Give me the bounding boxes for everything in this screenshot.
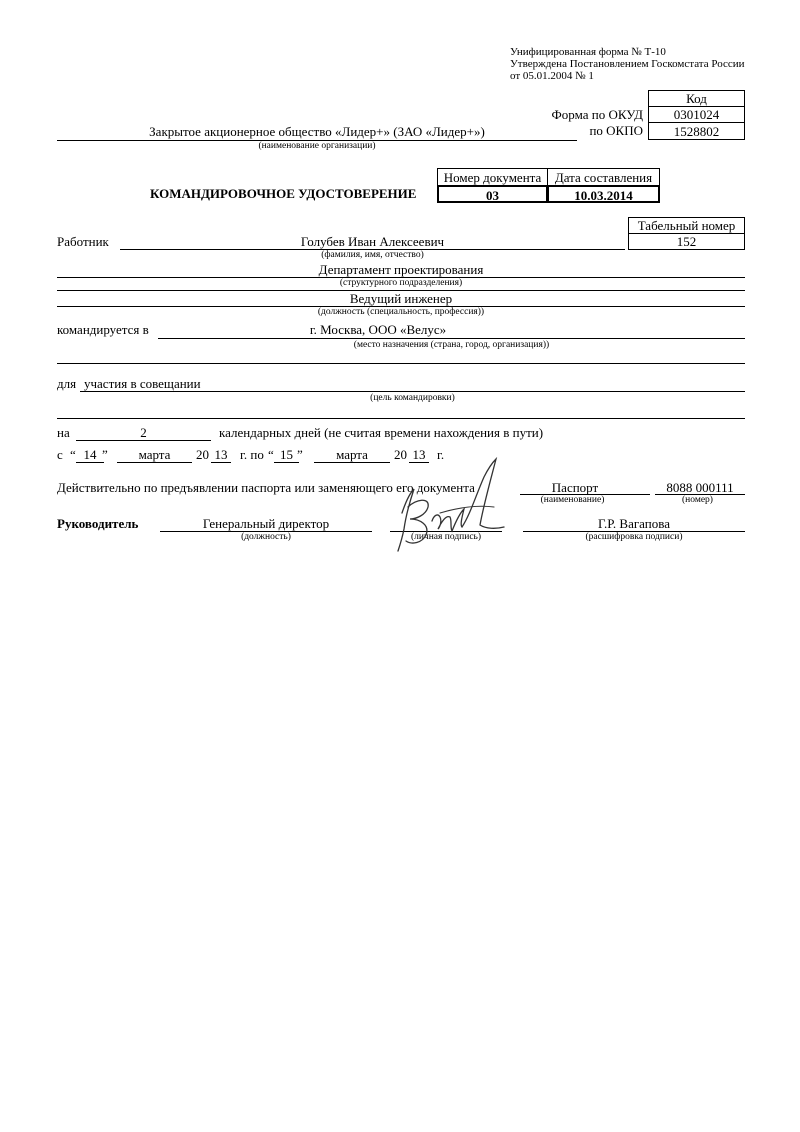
doc-date-value: 10.03.2014: [574, 188, 633, 203]
code-header: Код: [686, 91, 707, 106]
id-doc-name-caption: (наименование): [540, 495, 605, 505]
okud-cell: [648, 106, 745, 123]
tab-number-header-cell: [628, 217, 745, 234]
period-to-year-prefix: 20: [394, 447, 407, 462]
duration-days: 2: [140, 425, 147, 440]
period-to-quote-close: ”: [297, 447, 303, 462]
period-to-quote-open: “: [268, 447, 274, 462]
period-from-year-prefix: 20: [196, 447, 209, 462]
handwritten-signature: [380, 455, 520, 560]
organization-name: Закрытое акционерное общество «Лидер+» (ЗАО «Лидер+»): [149, 124, 485, 139]
form-header-line2: Утверждена Постановлением Госкомстата России: [510, 58, 745, 70]
period-from-month-line: [117, 462, 192, 463]
doc-date-header-cell: [547, 168, 660, 186]
document-title: КОМАНДИРОВОЧНОЕ УДОСТОВЕРЕНИЕ: [150, 186, 417, 201]
period-from-day: 14: [83, 447, 97, 462]
purpose-label: для: [57, 376, 77, 391]
destination-line: [158, 338, 745, 339]
okud-value: 0301024: [673, 107, 720, 122]
form-header: [510, 46, 745, 82]
head-position-caption: (должность): [241, 532, 291, 542]
employee-name-caption: (фамилия, имя, отчество): [321, 250, 424, 260]
period-to-day: 15: [280, 447, 293, 462]
purpose-value: участия в совещании: [84, 376, 201, 391]
id-doc-name: Паспорт: [551, 480, 599, 495]
destination-label: командируется в: [57, 322, 149, 337]
duration-text: календарных дней (не считая времени нахождения в пути): [219, 425, 544, 440]
doc-number-value: 03: [486, 188, 499, 203]
destination-caption: (место назначения (страна, город, организация)): [353, 340, 550, 350]
period-to-g: г.: [437, 447, 445, 462]
destination-extra-line: [57, 363, 745, 364]
tab-number-cell: [628, 233, 745, 250]
purpose-extra-line: [57, 418, 745, 419]
period-to-year: 13: [412, 447, 426, 462]
period-to-text: г. по: [240, 447, 264, 462]
doc-number-header-cell: [437, 168, 548, 186]
period-to-month-line: [314, 462, 390, 463]
doc-number-cell: [437, 185, 548, 203]
period-from-year-line: [211, 462, 231, 463]
head-signature-caption: (личная подпись): [410, 532, 482, 542]
department-value: Департамент проектирования: [318, 262, 484, 277]
period-from-prefix: с: [57, 447, 63, 462]
doc-date-label: Дата составления: [554, 170, 653, 185]
head-decoding: Г.Р. Вагапова: [598, 516, 670, 531]
period-from-quote-open: “: [70, 447, 76, 462]
form-header-line1: Унифицированная форма № Т-10: [510, 46, 666, 58]
id-doc-number: 8088 000111: [666, 480, 734, 495]
code-header-cell: [648, 90, 745, 107]
duration-label: на: [57, 425, 70, 440]
okpo-cell: [648, 122, 745, 140]
head-label: Руководитель: [57, 516, 139, 531]
tab-number-label: Табельный номер: [637, 218, 736, 233]
employee-name: Голубев Иван Алексеевич: [300, 234, 445, 249]
head-decoding-caption: (расшифровка подписи): [585, 532, 683, 542]
position-caption: (должность (специальность, профессия)): [317, 307, 485, 317]
period-from-month: марта: [138, 447, 171, 462]
purpose-line: [80, 391, 745, 392]
destination-value: г. Москва, ООО «Велус»: [309, 322, 447, 337]
period-to-month: марта: [336, 447, 368, 462]
department-caption: (структурного подразделения): [339, 278, 463, 288]
organization-caption: (наименование организации): [258, 141, 376, 151]
period-to-day-line: [274, 462, 299, 463]
period-from-year: 13: [214, 447, 228, 462]
id-doc-text: Действительно по предъявлении паспорта или заменяющего его документа: [57, 480, 475, 495]
okpo-value: 1528802: [673, 124, 720, 139]
okud-label: Форма по ОКУД: [551, 107, 643, 122]
okpo-label: по ОКПО: [589, 123, 643, 138]
id-doc-number-caption: (номер): [682, 495, 713, 505]
doc-date-cell: [547, 185, 660, 203]
period-from-day-line: [76, 462, 104, 463]
doc-number-label: Номер документа: [443, 170, 542, 185]
position-value: Ведущий инженер: [349, 291, 453, 306]
employee-label: Работник: [57, 234, 109, 249]
form-header-line3: от 05.01.2004 № 1: [510, 70, 594, 82]
purpose-caption: (цель командировки): [370, 393, 455, 403]
tab-number-value: 152: [676, 234, 697, 249]
duration-days-line: [76, 440, 211, 441]
head-position: Генеральный директор: [202, 516, 330, 531]
period-from-quote-close: ”: [102, 447, 108, 462]
